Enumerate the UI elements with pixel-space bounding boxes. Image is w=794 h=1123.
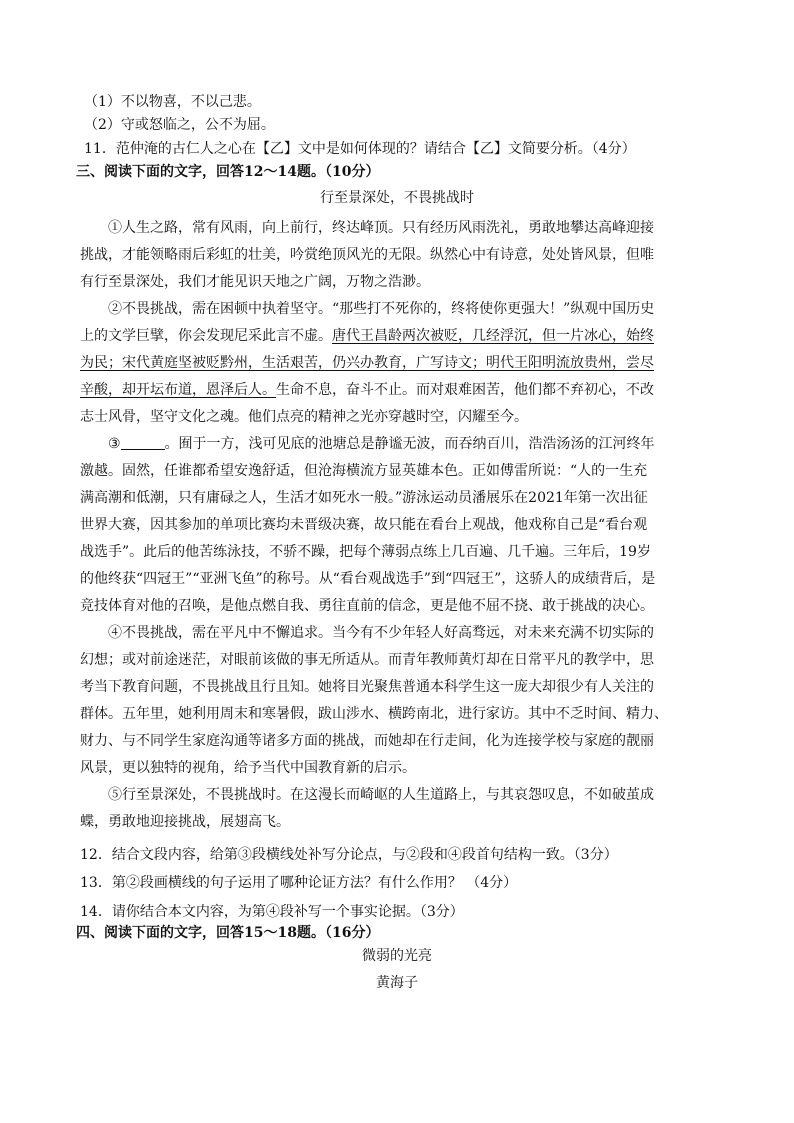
text-line <box>108 623 774 643</box>
text-line <box>80 650 774 670</box>
text-line <box>108 785 774 805</box>
answer-blank <box>121 435 165 450</box>
text-segment: 行至景深处，不畏挑战时 <box>320 190 474 206</box>
text-segment: ①人生之路，常有风雨，向上前行，终达峰顶。只有经历风雨洗礼，勇敢地攀达高峰迎接 <box>108 220 654 236</box>
text-line <box>80 542 774 562</box>
text-line <box>84 115 774 135</box>
text-line <box>76 162 774 182</box>
text-segment: 有行至景深处，我们才能见识天地之广阔，万物之浩渺。 <box>80 274 430 290</box>
text-line <box>0 946 794 966</box>
text-line <box>80 677 774 697</box>
text-line <box>80 272 774 292</box>
text-segment: （1）不以物喜，不以己悲。 <box>84 94 261 110</box>
text-segment: 上的文学巨擘，你会发现尼采此言不虚。 <box>80 328 332 344</box>
text-segment: 的他终获“四冠王”“亚洲飞鱼”的称号。从“看台观战选手”到“四冠王”，这骄人的成绩背后，是 <box>80 571 656 587</box>
text-segment: 黄海子 <box>376 975 418 991</box>
text-line <box>80 845 774 865</box>
text-line <box>80 704 774 724</box>
text-line <box>108 299 774 319</box>
text-segment: ③ <box>108 436 121 452</box>
text-line <box>80 902 774 922</box>
text-line <box>80 569 774 589</box>
text-segment: 14．请你结合本文内容，为第④段补写一个事实论据。（3分） <box>80 904 464 920</box>
text-line <box>80 596 774 616</box>
text-line <box>84 139 774 159</box>
text-segment: （2）守或怒临之，公不为屈。 <box>84 117 275 133</box>
text-segment: 四、阅读下面的文字，回答15～18题。（16分） <box>76 925 380 941</box>
text-line <box>80 461 774 481</box>
text-segment: 世界大赛，因其参加的单项比赛均未晋级决赛，故只能在看台上观战，他戏称自己是“看台观 <box>80 517 648 533</box>
text-segment: ④不畏挑战，需在平凡中不懈追求。当今有不少年轻人好高骛远，对未来充满不切实际的 <box>108 625 654 641</box>
text-segment: 三、阅读下面的文字，回答12～14题。（10分） <box>76 164 380 180</box>
text-segment: 财力、与不同学生家庭沟通等诸多方面的挑战，而她却在行走间，化为连接学校与家庭的靓丽 <box>80 733 654 749</box>
text-line <box>80 873 774 893</box>
underlined-text: 为民；宋代黄庭坚被贬黔州，生活艰苦，仍兴办教育，广写诗文；明代王阳明流放贵州，尝尽 <box>80 355 654 371</box>
text-line <box>80 245 774 265</box>
text-line <box>80 326 774 346</box>
text-line <box>80 812 774 832</box>
text-segment: 11．范仲淹的古仁人之心在【乙】文中是如何体现的？请结合【乙】文简要分析。（4分） <box>84 141 636 157</box>
text-line <box>80 731 774 751</box>
text-segment: 风景，更以独特的视角，给予当代中国教育新的启示。 <box>80 760 416 776</box>
text-segment: 生命不息，奋斗不止。而对艰难困苦，他们都不弃初心，不改 <box>276 382 654 398</box>
text-segment: ②不畏挑战，需在困顿中执着坚守。“那些打不死你的，终将使你更强大！”纵观中国历史 <box>108 301 655 317</box>
text-segment: 竞技体育对他的召唤，是他点燃自我、勇往直前的信念，更是他不屈不挠、敢于挑战的决心。 <box>80 598 654 614</box>
text-segment: 群体。五年里，她利用周末和寒暑假，跋山涉水、横跨南北，进行家访。其中不乏时间、精力、 <box>80 706 668 722</box>
text-segment: 蝶，勇敢地迎接挑战，展翅高飞。 <box>80 814 290 830</box>
text-segment: 幻想；或对前途迷茫，对眼前该做的事无所适从。而青年教师黄灯却在日常平凡的教学中，思 <box>80 652 654 668</box>
text-segment: 挑战，才能领略雨后彩虹的壮美，吟赏绝顶风光的无限。纵然心中有诗意，处处皆风景，但唯 <box>80 247 654 263</box>
text-segment: 12．结合文段内容，给第③段横线处补写分论点，与②段和④段首句结构一致。（3分） <box>80 847 618 863</box>
text-line <box>80 353 774 373</box>
text-line <box>80 407 774 427</box>
text-segment: 志士风骨，坚守文化之魂。他们点亮的精神之光亦穿越时空，闪耀至今。 <box>80 409 528 425</box>
underlined-text: 唐代王昌龄两次被贬，几经浮沉，但一片冰心，始终 <box>332 328 654 344</box>
text-segment: 13．第②段画横线的句子运用了哪种论证方法？有什么作用？ （4分） <box>80 875 518 891</box>
text-line <box>0 973 794 993</box>
text-line <box>76 923 774 943</box>
text-line <box>0 188 794 208</box>
text-segment: 。囿于一方，浅可见底的池塘总是静谧无波，而吞纳百川，浩浩汤汤的江河终年 <box>164 436 655 452</box>
text-line <box>80 515 774 535</box>
text-line <box>80 380 774 400</box>
text-line <box>108 218 774 238</box>
text-segment: 微弱的光亮 <box>362 948 432 964</box>
text-segment: ⑤行至景深处，不畏挑战时。在这漫长而崎岖的人生道路上，与其哀怨叹息，不如破茧成 <box>108 787 654 803</box>
text-line <box>84 92 774 112</box>
text-line <box>80 488 774 508</box>
text-line <box>108 434 774 454</box>
text-segment: 战选手”。此后的他苦练泳技，不骄不躁，把每个薄弱点练上几百遍、几千遍。三年后，19岁 <box>80 544 651 560</box>
text-segment: 激越。固然，任谁都希望安逸舒适，但沧海横流方显英雄本色。正如傅雷所说：“人的一生充 <box>80 463 648 479</box>
text-line <box>80 758 774 778</box>
text-segment: 考当下教育问题，不畏挑战且行且知。她将目光聚焦普通本科学生这一庞大却很少有人关注的 <box>80 679 654 695</box>
underlined-text: 辛酸，却开坛布道，恩泽后人。 <box>80 382 276 398</box>
text-segment: 满高潮和低潮，只有庸碌之人，生活才如死水一般。”游泳运动员潘展乐在2021年第一次出征 <box>80 490 648 506</box>
